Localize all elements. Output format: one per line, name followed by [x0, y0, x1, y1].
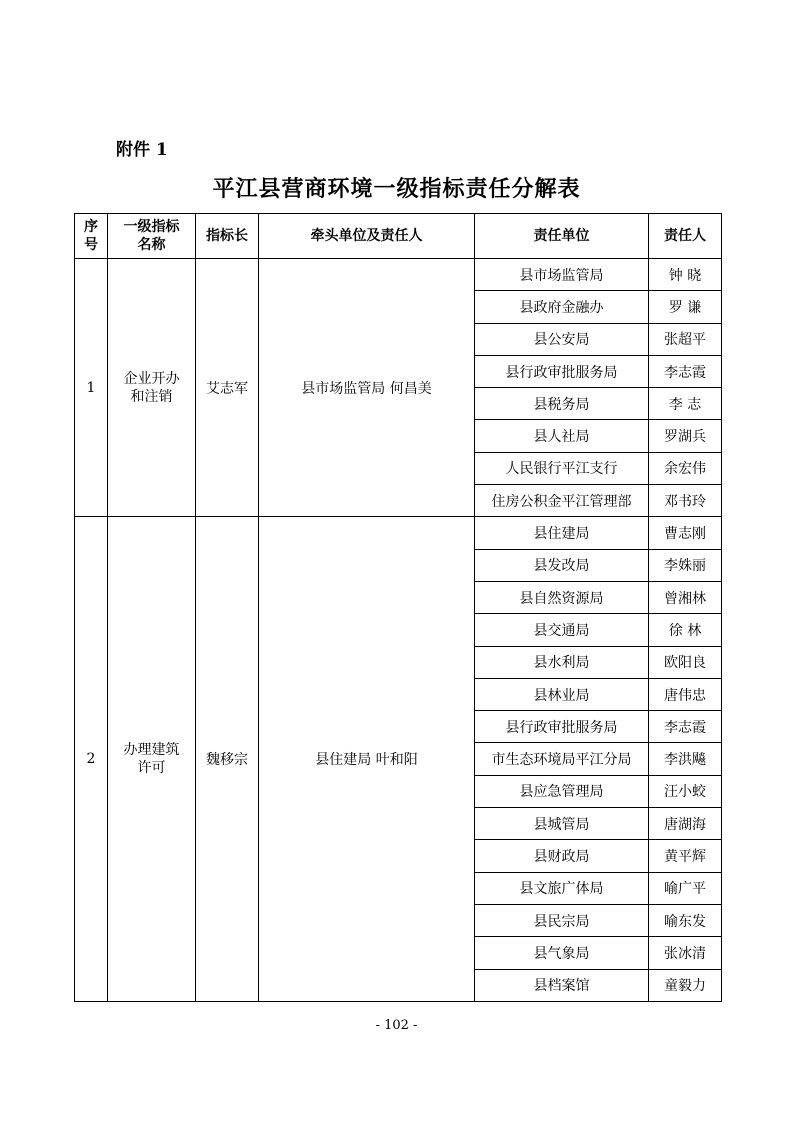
resp-unit-cell: 县住建局: [475, 517, 649, 549]
leader-cell: 艾志军: [196, 259, 259, 517]
resp-person-cell: 张冰清: [649, 937, 722, 969]
resp-person-cell: 汪小蛟: [649, 775, 722, 807]
resp-unit-cell: 住房公积金平江管理部: [475, 485, 649, 517]
resp-unit-cell: 县档案馆: [475, 969, 649, 1001]
resp-unit-cell: 县气象局: [475, 937, 649, 969]
resp-person-cell: 李洪飚: [649, 743, 722, 775]
resp-person-cell: 曹志刚: [649, 517, 722, 549]
resp-unit-cell: 市生态环境局平江分局: [475, 743, 649, 775]
leader-cell: 魏移宗: [196, 517, 259, 1001]
resp-person-cell: 邓书玲: [649, 485, 722, 517]
header-leader: 指标长: [196, 214, 259, 259]
resp-unit-cell: 县城管局: [475, 808, 649, 840]
resp-person-cell: 李姝丽: [649, 549, 722, 581]
resp-unit-cell: 县林业局: [475, 678, 649, 710]
resp-unit-cell: 县市场监管局: [475, 259, 649, 291]
resp-unit-cell: 县行政审批服务局: [475, 711, 649, 743]
table-row: [75, 259, 722, 291]
resp-person-cell: 曾湘林: [649, 581, 722, 613]
resp-person-cell: 李志霞: [649, 711, 722, 743]
resp-unit-cell: 县交通局: [475, 614, 649, 646]
resp-unit-cell: 县人社局: [475, 420, 649, 452]
resp-unit-cell: 县应急管理局: [475, 775, 649, 807]
resp-person-cell: 余宏伟: [649, 452, 722, 484]
header-resp-unit: 责任单位: [475, 214, 649, 259]
resp-unit-cell: 县民宗局: [475, 904, 649, 936]
resp-person-cell: 罗湖兵: [649, 420, 722, 452]
resp-person-cell: 唐伟忠: [649, 678, 722, 710]
resp-person-cell: 喻东发: [649, 904, 722, 936]
seq-cell: 2: [75, 517, 108, 1001]
lead-unit-cell: 县市场监管局 何昌美: [259, 259, 475, 517]
header-indicator: 一级指标名称: [108, 214, 196, 259]
resp-unit-cell: 县自然资源局: [475, 581, 649, 613]
indicator-cell: 企业开办和注销: [108, 259, 196, 517]
page-number: - 102 -: [375, 1018, 418, 1033]
resp-person-cell: 唐湖海: [649, 808, 722, 840]
lead-unit-cell: 县住建局 叶和阳: [259, 517, 475, 1001]
seq-cell: 1: [75, 259, 108, 517]
resp-unit-cell: 县财政局: [475, 840, 649, 872]
resp-unit-cell: 县发改局: [475, 549, 649, 581]
attachment-label: 附件 1: [116, 140, 168, 160]
indicator-cell: 办理建筑许可: [108, 517, 196, 1001]
header-seq: 序号: [75, 214, 108, 259]
resp-person-cell: 张超平: [649, 323, 722, 355]
resp-unit-cell: 县行政审批服务局: [475, 355, 649, 387]
resp-person-cell: 黄平辉: [649, 840, 722, 872]
resp-unit-cell: 县水利局: [475, 646, 649, 678]
resp-person-cell: 喻广平: [649, 872, 722, 904]
resp-unit-cell: 县税务局: [475, 388, 649, 420]
resp-person-cell: 钟 晓: [649, 259, 722, 291]
resp-unit-cell: 县政府金融办: [475, 291, 649, 323]
resp-person-cell: 童毅力: [649, 969, 722, 1001]
resp-person-cell: 李 志: [649, 388, 722, 420]
responsibility-table: [74, 213, 722, 1002]
resp-person-cell: 李志霞: [649, 355, 722, 387]
resp-unit-cell: 人民银行平江支行: [475, 452, 649, 484]
resp-unit-cell: 县文旅广体局: [475, 872, 649, 904]
header-resp-person: 责任人: [649, 214, 722, 259]
resp-person-cell: 欧阳良: [649, 646, 722, 678]
resp-person-cell: 徐 林: [649, 614, 722, 646]
resp-person-cell: 罗 谦: [649, 291, 722, 323]
header-lead-unit: 牵头单位及责任人: [259, 214, 475, 259]
page-title: 平江县营商环境一级指标责任分解表: [212, 176, 581, 202]
resp-unit-cell: 县公安局: [475, 323, 649, 355]
table-row: [75, 517, 722, 549]
table-header-row: [75, 214, 722, 259]
